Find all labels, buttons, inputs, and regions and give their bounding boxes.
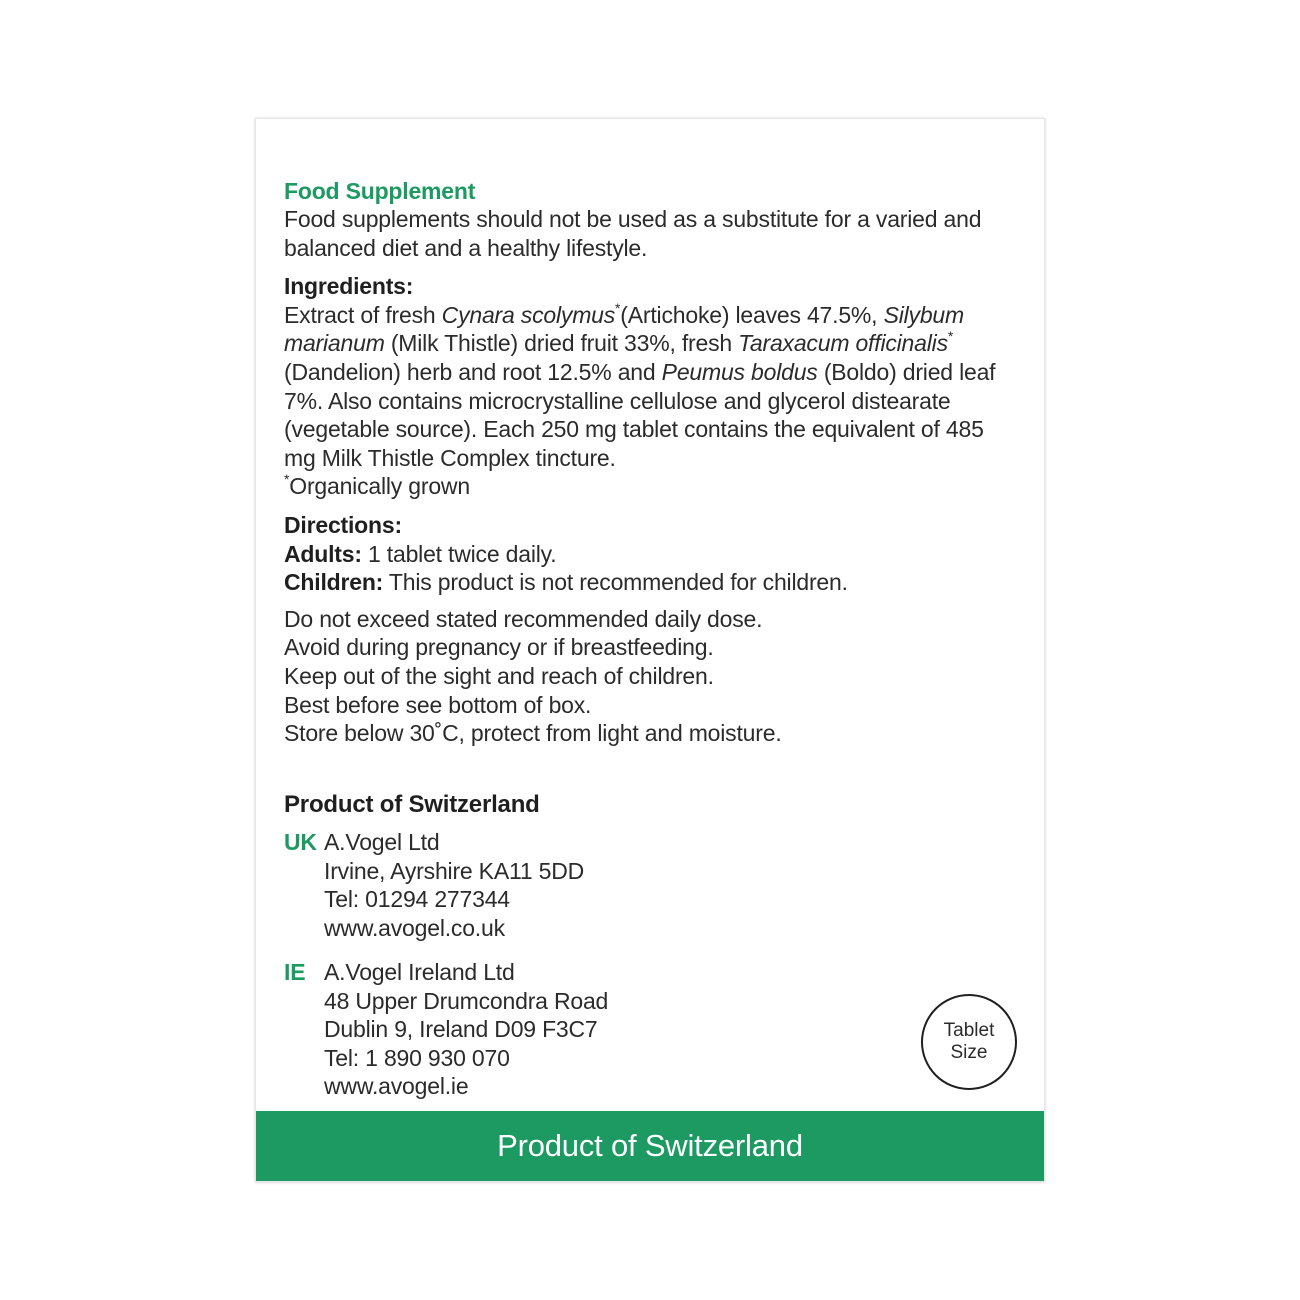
label-content [284, 177, 1014, 748]
address-line: Tel: 1 890 930 070 [324, 1044, 510, 1071]
address-line: Irvine, Ayrshire KA11 5DD [324, 857, 585, 884]
uk-address [284, 828, 584, 942]
warning-item: Avoid during pregnancy or if breastfeeding. [284, 634, 714, 661]
footer-text: Product of Switzerland [497, 1128, 803, 1163]
tablet-size-line1: Tablet [943, 1020, 995, 1041]
origin-heading: Product of Switzerland [284, 791, 540, 818]
warning-item: Keep out of the sight and reach of children. [284, 662, 714, 689]
address-line: A.Vogel Ireland Ltd [324, 959, 515, 985]
address-line: Dublin 9, Ireland D09 F3C7 [324, 1016, 598, 1042]
directions-children: Children: This product is not recommended for children. [284, 569, 848, 596]
ie-address [284, 958, 608, 1101]
ie-code: IE [284, 959, 306, 985]
ingredients-heading: Ingredients: [284, 273, 414, 300]
address-line: www.avogel.ie [324, 1073, 469, 1099]
footer-band [256, 1111, 1044, 1181]
warning-item: Do not exceed stated recommended daily dose. [284, 605, 763, 632]
warnings-list [284, 605, 1014, 748]
directions-heading: Directions: [284, 511, 402, 538]
tablet-size-circle [921, 994, 1017, 1090]
ingredients-text: Extract of fresh Cynara scolymus*(Artichoke) leaves 47.5%, Silybum marianum (Milk Thistle) dried fruit 33%, fresh Taraxacum officinalis* (Dandelion) herb and root 12.5% and Peumus boldus (Boldo) dried leaf 7%. Also contains microcrystalline cellulose and glycerol distearate (vegetable source). Each 250 mg tablet contains the equivalent of 485 mg Milk Thistle Complex tincture. [284, 299, 996, 471]
warning-item: Store below 30˚C, protect from light and moisture. [284, 720, 782, 747]
label-panel [255, 118, 1045, 1182]
food-supplement-heading: Food Supplement [284, 178, 476, 204]
tablet-size-line2: Size [950, 1042, 988, 1063]
food-supplement-text: Food supplements should not be used as a substitute for a varied and balanced diet and a healthy lifestyle. [284, 206, 982, 261]
address-line: 48 Upper Drumcondra Road [324, 987, 609, 1014]
address-line: Tel: 01294 277344 [324, 886, 510, 912]
organic-note: *Organically grown [284, 471, 470, 500]
address-line: A.Vogel Ltd [324, 829, 440, 855]
directions-adults: Adults: 1 tablet twice daily. [284, 540, 557, 567]
warning-item: Best before see bottom of box. [284, 691, 592, 718]
uk-code: UK [284, 829, 317, 855]
address-line: www.avogel.co.uk [324, 914, 505, 941]
